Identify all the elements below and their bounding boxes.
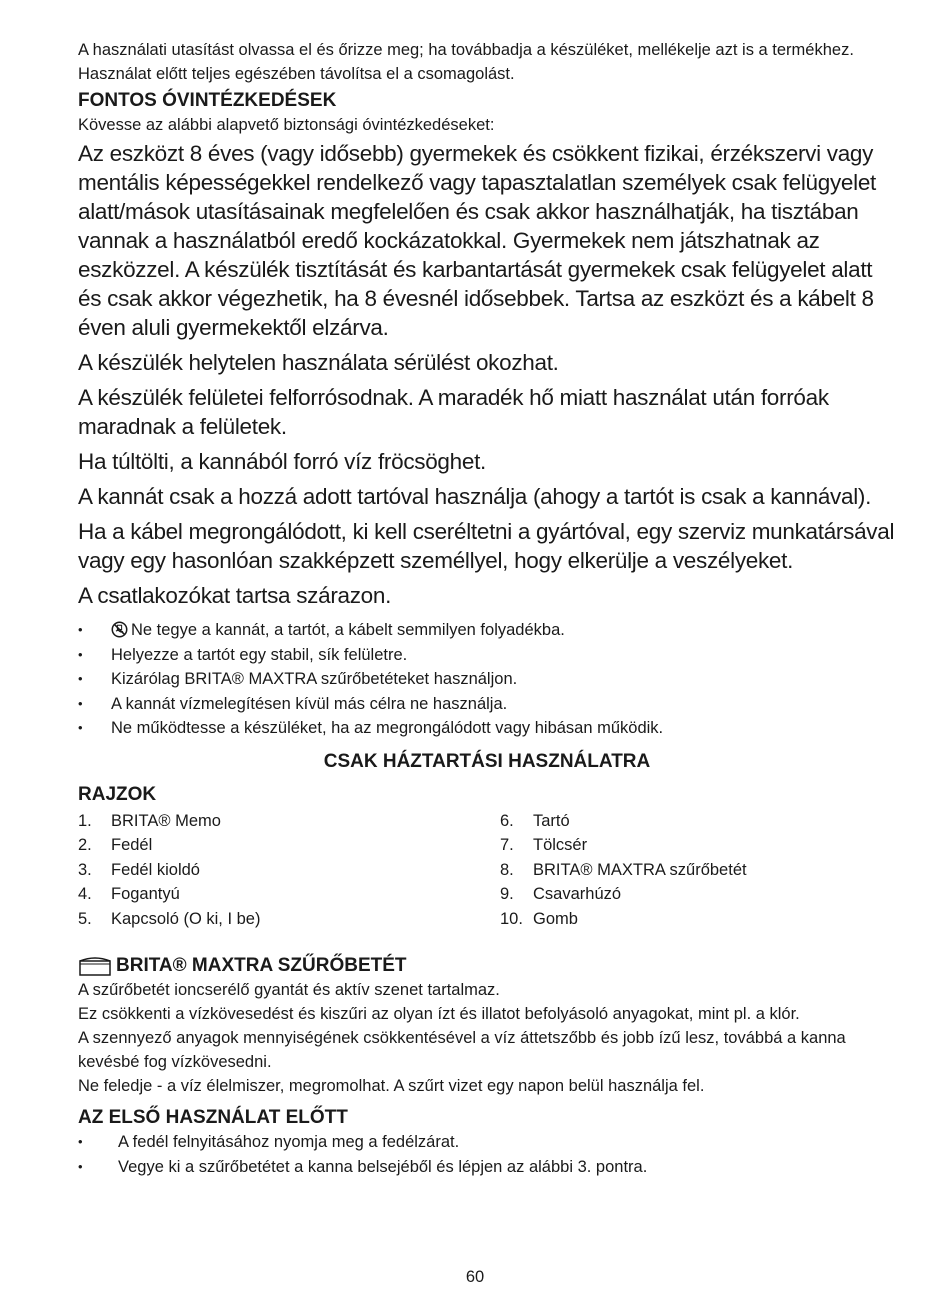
parts-column-left	[78, 809, 500, 932]
first-use-heading: AZ ELSŐ HASZNÁLAT ELŐTT	[78, 1107, 348, 1128]
list-item: • Vegye ki a szűrőbetétet a kanna belsejéből és lépjen az alábbi 3. pontra.	[78, 1155, 896, 1180]
list-item: • A fedél felnyitásához nyomja meg a fedélzárat.	[78, 1130, 896, 1155]
list-item: • Kizárólag BRITA® MAXTRA szűrőbetéteket használjon.	[78, 667, 896, 692]
drawings-heading: RAJZOK	[78, 783, 157, 805]
list-item: • Ne tegye a kannát, a tartót, a kábelt semmilyen folyadékba.	[78, 618, 896, 643]
list-item: 8. BRITA® MAXTRA szűrőbetét	[500, 860, 747, 879]
filter-heading-row	[78, 954, 896, 978]
list-item: • A kannát vízmelegítésen kívül más célra ne használja.	[78, 692, 896, 717]
manual-page	[78, 38, 896, 1179]
list-item: 6. Tartó	[500, 811, 570, 830]
intro-text: A használati utasítást olvassa el és őrizze meg; ha továbbadja a készüléket, mellékelje azt is a termékhez. Használat előtt teljes egészében távolítsa el a csomagolást.	[78, 41, 854, 83]
safety-paragraph: A csatlakozókat tartsa szárazon.	[78, 583, 392, 608]
filter-heading: BRITA® MAXTRA SZŰRŐBETÉT	[116, 955, 407, 976]
list-item: 1. BRITA® Memo	[78, 811, 221, 830]
list-item: 4. Fogantyú	[78, 885, 180, 903]
no-immerse-icon	[111, 621, 128, 638]
safety-bullet-list	[78, 618, 896, 741]
safety-paragraph: Az eszközt 8 éves (vagy idősebb) gyermekek és csökkent fizikai, érzékszervi vagy mentális képességekkel rendelkező vagy tapasztalatlan személyek csak felügyelet alatt/mások utasításainak megfelelően és csak akkor használhatják, ha tisztában vannak a használatból eredő kockázatokkal. Gyermekek nem játszhatnak az eszközzel. A készülék tisztítását és karbantartását gyermekek csak felügyelet alatt és csak akkor végezhetik, ha 8 évesnél idősebbek. Tartsa az eszközt és a kábelt 8 éven aluli gyermekektől elzárva.	[78, 141, 876, 340]
filter-cartridge-icon	[78, 955, 112, 977]
safety-heading: FONTOS ÓVINTÉZKEDÉSEK	[78, 90, 337, 111]
filter-text: A szennyező anyagok mennyiségének csökkentésével a víz áttetszőbb és jobb ízű lesz, továbbá a kanna kevésbé fog vízkövesedni.	[78, 1029, 846, 1071]
safety-paragraph: A kannát csak a hozzá adott tartóval használja (ahogy a tartót is csak a kannával).	[78, 484, 872, 509]
list-item: 5. Kapcsoló (O ki, I be)	[78, 909, 261, 928]
list-item: 9. Csavarhúzó	[500, 885, 622, 903]
safety-subheading: Kövesse az alábbi alapvető biztonsági óvintézkedéseket:	[78, 116, 495, 134]
page-number: 60	[465, 1268, 485, 1286]
safety-paragraph: A készülék helytelen használata sérülést okozhat.	[78, 350, 559, 375]
safety-paragraph: A készülék felületei felforrósodnak. A maradék hő miatt használat után forróak maradnak a felületek.	[78, 385, 829, 439]
parts-list	[78, 809, 896, 932]
list-item: • Ne működtesse a készüléket, ha az megrongálódott vagy hibásan működik.	[78, 716, 896, 741]
list-item: • Helyezze a tartót egy stabil, sík felületre.	[78, 643, 896, 668]
safety-paragraph: Ha túltölti, a kannából forró víz fröcsöghet.	[78, 449, 486, 474]
first-use-bullet-list	[78, 1130, 896, 1179]
parts-column-right	[500, 809, 896, 932]
filter-text: A szűrőbetét ioncserélő gyantát és aktív szenet tartalmaz.	[78, 981, 500, 999]
household-only-heading: CSAK HÁZTARTÁSI HASZNÁLATRA	[323, 750, 651, 772]
list-item: 10. Gomb	[500, 909, 578, 928]
list-item: 2. Fedél	[78, 836, 153, 854]
list-item: 7. Tölcsér	[500, 836, 588, 854]
filter-text: Ez csökkenti a vízkövesedést és kiszűri az olyan ízt és illatot befolyásoló anyagokat, mint pl. a klór.	[78, 1005, 800, 1023]
safety-paragraph: Ha a kábel megrongálódott, ki kell cseréltetni a gyártóval, egy szerviz munkatársával vagy egy hasonlóan szakképzett személlyel, hogy elkerülje a veszélyeket.	[78, 519, 895, 573]
filter-text: Ne feledje - a víz élelmiszer, megromolhat. A szűrt vizet egy napon belül használja fel.	[78, 1077, 705, 1095]
list-item: 3. Fedél kioldó	[78, 860, 200, 879]
